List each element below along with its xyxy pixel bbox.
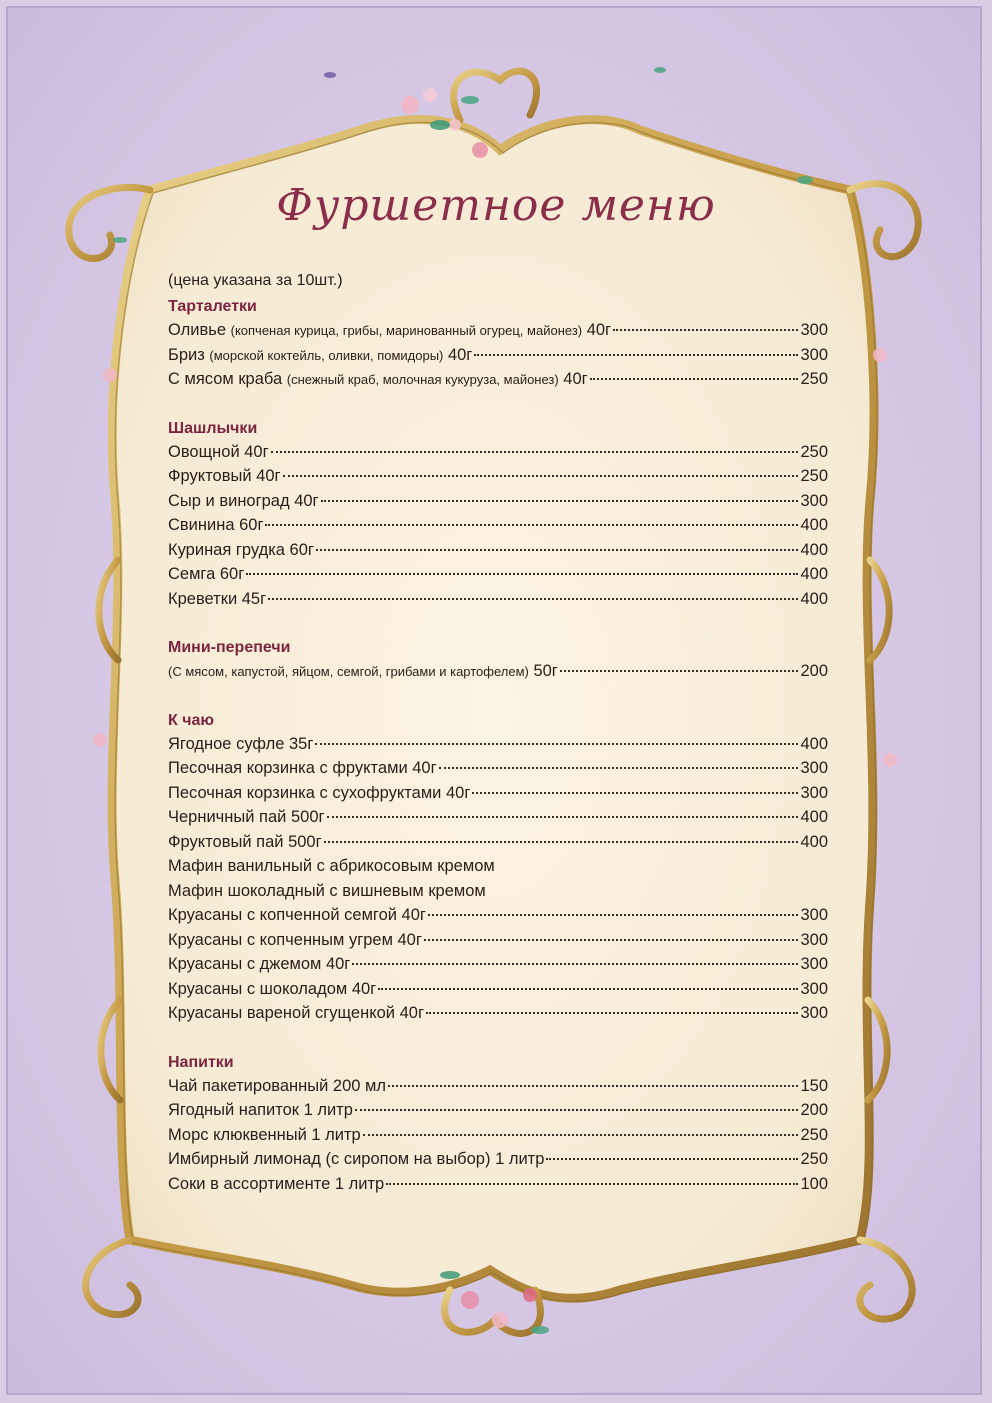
menu-item — [168, 977, 828, 1002]
item-label — [168, 659, 558, 685]
dot-leader — [246, 573, 798, 575]
item-name: Соки в ассортименте 1 литр — [168, 1174, 385, 1193]
item-description: (снежный краб, молочная кукуруза, майонез) — [286, 372, 559, 387]
menu-item — [168, 562, 828, 587]
item-name: Круасаны с копченной семгой 40г — [168, 906, 426, 924]
item-name: Семга 60г — [168, 565, 245, 583]
menu-item — [168, 903, 828, 928]
item-name: Песочная корзинка с фруктами 40г — [168, 759, 437, 777]
item-label — [168, 318, 611, 344]
item-name: Морс клюквенный 1 литр — [168, 1125, 361, 1144]
dot-leader — [378, 988, 798, 990]
dot-leader — [283, 475, 799, 477]
item-price: 250 — [800, 1125, 828, 1144]
item-weight: 40г — [558, 370, 588, 388]
item-price: 400 — [800, 808, 828, 826]
menu-item — [168, 343, 828, 368]
dot-leader — [388, 1085, 798, 1087]
dot-leader — [428, 914, 799, 916]
section-title: Тарталетки — [168, 298, 257, 315]
section-title: Напитки — [168, 1053, 234, 1071]
menu-section — [168, 637, 828, 684]
menu-item — [168, 732, 828, 757]
item-label — [168, 805, 325, 830]
item-price: 250 — [800, 1150, 828, 1168]
menu-section — [168, 418, 828, 612]
item-label — [168, 854, 495, 879]
dot-leader — [439, 767, 799, 769]
item-price: 300 — [800, 321, 828, 339]
item-price: 400 — [800, 516, 828, 534]
item-price: 300 — [800, 979, 828, 998]
menu-section — [168, 1052, 828, 1197]
item-weight: 50г — [528, 662, 558, 680]
item-label — [168, 830, 322, 855]
item-label — [168, 343, 472, 369]
item-label — [168, 538, 314, 563]
item-name: Чай пакетированный 200 мл — [168, 1076, 386, 1095]
dot-leader — [324, 841, 799, 843]
menu-item — [168, 367, 828, 392]
menu-item — [168, 830, 828, 855]
item-name: Имбирный лимонад (с сиропом на выбор) 1 литр — [168, 1150, 545, 1168]
item-name: Круасаны с джемом 40г — [168, 955, 351, 973]
menu-item — [168, 805, 828, 830]
dot-leader — [424, 939, 799, 941]
item-price: 400 — [800, 734, 828, 753]
dot-leader — [271, 451, 799, 453]
item-price: 300 — [800, 930, 828, 949]
menu-item — [168, 538, 828, 563]
item-label — [168, 756, 437, 781]
dot-leader — [268, 598, 798, 600]
dot-leader — [355, 1109, 799, 1111]
item-price: 400 — [800, 565, 828, 583]
menu-item — [168, 879, 828, 904]
menu-item — [168, 513, 828, 538]
item-price: 300 — [800, 955, 828, 973]
menu-item — [168, 587, 828, 612]
item-price: 300 — [800, 1004, 828, 1022]
item-weight: 40г — [582, 321, 612, 339]
item-price: 400 — [800, 540, 828, 559]
item-description: (морской коктейль, оливки, помидоры) — [209, 347, 444, 363]
menu-item — [168, 1098, 828, 1123]
menu-item — [168, 952, 828, 977]
menu-item — [168, 440, 828, 465]
item-price: 250 — [800, 442, 828, 461]
dot-leader — [590, 378, 799, 380]
item-name: Креветки 45г — [168, 589, 267, 608]
item-price: 300 — [800, 491, 828, 510]
item-label — [168, 367, 588, 393]
dot-leader — [265, 524, 798, 526]
item-label — [168, 440, 269, 465]
dot-leader — [546, 1158, 798, 1160]
menu-section — [168, 296, 828, 392]
item-name: Фруктовый 40г — [168, 467, 281, 485]
item-label — [168, 1172, 384, 1197]
dot-leader — [474, 354, 798, 356]
item-name: Оливье — [168, 321, 231, 339]
item-price: 150 — [800, 1076, 828, 1095]
menu-item — [168, 781, 828, 806]
dot-leader — [321, 500, 799, 502]
dot-leader — [472, 792, 798, 794]
item-name: Ягодный напиток 1 литр — [168, 1101, 353, 1119]
item-price: 300 — [800, 345, 828, 364]
item-price: 300 — [800, 783, 828, 802]
dot-leader — [363, 1134, 799, 1136]
dot-leader — [613, 329, 798, 331]
section-title: Шашлычки — [168, 419, 258, 437]
item-label — [168, 1147, 544, 1172]
item-price: 250 — [800, 467, 828, 485]
section-title: К чаю — [168, 711, 215, 729]
item-name: Круасаны с шоколадом 40г — [168, 979, 377, 998]
item-label — [168, 928, 422, 953]
item-label — [168, 977, 376, 1002]
menu-item — [168, 1001, 828, 1026]
item-price: 400 — [800, 832, 828, 851]
item-label — [168, 1074, 386, 1099]
menu-item — [168, 1074, 828, 1099]
item-name: Ягодное суфле 35г — [168, 734, 314, 753]
item-label — [168, 464, 281, 489]
menu-content — [168, 270, 828, 1196]
menu-item — [168, 464, 828, 489]
menu-item — [168, 318, 828, 343]
dot-leader — [386, 1183, 798, 1185]
item-label — [168, 513, 263, 538]
item-label — [168, 781, 470, 806]
item-name: Сыр и виноград 40г — [168, 491, 319, 510]
item-label — [168, 1123, 361, 1148]
menu-item — [168, 659, 828, 684]
dot-leader — [315, 743, 798, 745]
item-name: Фруктовый пай 500г — [168, 832, 322, 851]
item-label — [168, 587, 266, 612]
dot-leader — [426, 1012, 798, 1014]
menu-item — [168, 928, 828, 953]
item-name: Овощной 40г — [168, 442, 269, 461]
item-price: 300 — [800, 906, 828, 924]
item-name: С мясом краба — [168, 370, 287, 388]
dot-leader — [352, 963, 798, 965]
menu-section — [168, 710, 828, 1026]
dot-leader — [327, 816, 799, 818]
item-price: 300 — [800, 759, 828, 777]
menu-title: Фуршетное меню — [276, 180, 716, 231]
item-label — [168, 562, 244, 587]
menu-item — [168, 489, 828, 514]
item-name: Песочная корзинка с сухофруктами 40г — [168, 783, 471, 802]
item-price: 200 — [800, 662, 828, 680]
menu-item — [168, 1172, 828, 1197]
item-label — [168, 1001, 424, 1026]
item-label — [168, 1098, 353, 1123]
item-label — [168, 732, 313, 757]
dot-leader — [560, 670, 799, 672]
item-name: Черничный пай 500г — [168, 808, 325, 826]
item-price: 250 — [800, 370, 828, 388]
item-label — [168, 952, 350, 977]
item-description: (копченая курица, грибы, маринованный огурец, майонез) — [230, 323, 583, 338]
item-name: Мафин ванильный с абрикосовым кремом — [168, 857, 495, 875]
price-note: (цена указана за 10шт.) — [168, 272, 343, 289]
item-label — [168, 489, 319, 514]
item-name: Свинина 60г — [168, 516, 264, 534]
item-label — [168, 879, 486, 904]
dot-leader — [316, 549, 799, 551]
menu-item — [168, 1123, 828, 1148]
item-name: Бриз — [168, 345, 210, 364]
item-label — [168, 903, 426, 928]
menu-item — [168, 756, 828, 781]
item-description: (С мясом, капустой, яйцом, семгой, грибами и картофелем) — [168, 664, 529, 679]
item-name: Мафин шоколадный с вишневым кремом — [168, 881, 486, 900]
item-weight: 40г — [443, 345, 473, 364]
item-price: 100 — [800, 1174, 828, 1193]
item-price: 400 — [800, 589, 828, 608]
menu-item — [168, 1147, 828, 1172]
item-name: Круасаны вареной сгущенкой 40г — [168, 1004, 424, 1022]
section-title: Мини-перепечи — [168, 639, 291, 656]
item-name: Куриная грудка 60г — [168, 540, 314, 559]
item-price: 200 — [800, 1101, 828, 1119]
item-name: Круасаны с копченным угрем 40г — [168, 930, 422, 949]
menu-item — [168, 854, 828, 879]
